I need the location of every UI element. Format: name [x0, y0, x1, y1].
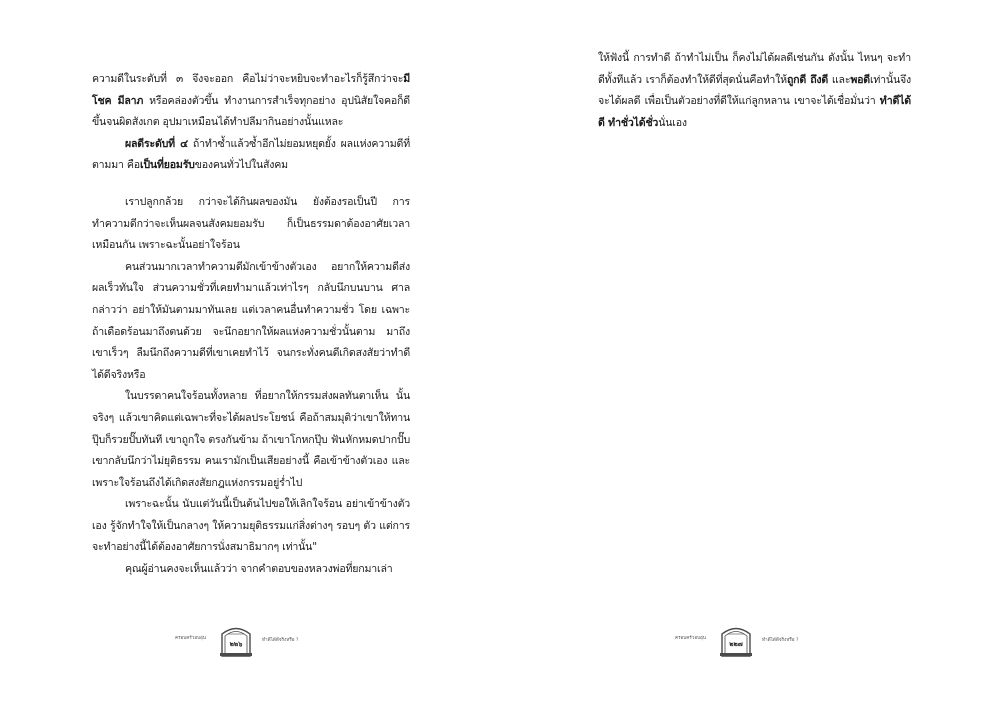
body-paragraph [92, 257, 410, 387]
text-run: เพราะฉะนั้น นับแต่วันนี้เป็นต้นไปขอให้เลิกใจร้อน อย่าเข้าข้างตัวเอง รู้จักทำใจให้เป็นกลางๆ ให้ความยุติธรรมแก่สิ่งต่างๆ รอบๆ ตัว แต่การจะทำอย่างนี้ได้ต้องอาศัยการนั่งสมาธิมากๆ เท่านั้น" [92, 498, 410, 554]
right-body-text [598, 48, 911, 134]
body-paragraph [92, 494, 410, 559]
text-run: ในบรรดาคนใจร้อนทั้งหลาย ที่อยากให้กรรมส่งผลทันตาเห็น นั้นจริงๆ แล้วเขาคิดแต่เฉพาะที่จะได้ผลประโยชน์ คือถ้าสมมุติว่าเขาให้ทานปุ๊บก็รวยปั๊บทันที เขาถูกใจ ตรงกันข้าม ถ้าเขาโกหกปุ๊บ ฟันหักหมดปากปั๊บ เขากลับนึกว่าไม่ยุติธรรม คนเรามักเป็นเสียอย่างนี้ คือเข้าข้างตัวเอง และเพราะใจร้อนถึงได้เกิดสงสัยกฎแห่งกรรมอยู่ร่ำไป [92, 390, 410, 489]
body-paragraph [92, 134, 410, 177]
footer-book-name: ครอบครัวอบอุ่น [675, 636, 706, 641]
bold-emphasis: เป็นที่ยอมรับ [139, 159, 195, 172]
bold-emphasis: พอดี [850, 73, 870, 86]
footer-chapter-name: ทำดีได้ดีจริงหรือ ? [262, 638, 299, 643]
bold-emphasis: ถูกดี ถึงดี [786, 73, 829, 86]
body-paragraph [92, 192, 410, 257]
footer-book-name: ครอบครัวอบอุ่น [175, 636, 206, 641]
page-number: ๒๒๗ [729, 640, 743, 648]
text-run: ให้ฟังนี้ การทำดี ถ้าทำไม่เป็น ก็คงไม่ได้ผลดีเช่นกัน ดังนั้น ไหนๆ จะทำดีทั้งทีแล้ว เราก็ต้องทำให้ดีที่สุดนั่นคือทำให้ [598, 52, 911, 86]
text-run: เท่านั้นจึงจะได้ผลดี เพื่อเป็นตัวอย่างที่ดีให้แก่ลูกหลาน เขาจะได้เชื่อมั่นว่า [598, 73, 911, 108]
text-run: คุณผู้อ่านคงจะเห็นแล้วว่า จากคำตอบของหลวงพ่อที่ยกมาเล่า [125, 563, 393, 576]
text-run: ความดีในระดับที่ ๓ จึงจะออก คือไม่ว่าจะหยิบจะทำอะไรก็รู้สึกว่าจะ [92, 73, 404, 85]
body-paragraph [92, 386, 410, 494]
text-run: และ [828, 73, 851, 86]
bold-emphasis: ทำดีได้ดี ทำชั่วได้ชั่ว [598, 95, 911, 129]
bold-emphasis: มีโชค มีลาภ [92, 73, 410, 107]
text-run: หรือคล่องตัวขึ้น ทำงานการสำเร็จทุกอย่าง อุปนิสัยใจคอก็ดีขึ้นจนผิดสังเกต อุปมาเหมือนได้ทำปลีมากินอย่างนั้นแหละ [92, 94, 410, 129]
left-body-text [92, 69, 410, 581]
right-page [500, 0, 1000, 707]
text-run: ถ้าทำซ้ำแล้วซ้ำอีกไม่ยอมหยุดยั้ง ผลแห่งความดีที่ตามมา คือ [92, 137, 410, 172]
page-number: ๒๒๖ [229, 640, 243, 648]
left-page-footer [158, 622, 348, 658]
text-run: นั่นเอง [658, 116, 687, 129]
body-paragraph [92, 559, 410, 581]
text-run: เราปลูกกล้วย กว่าจะได้กินผลของมัน ยังต้องรอเป็นปี การทำความดีกว่าจะเห็นผลจนสังคมยอมรับ ก็เป็นธรรมดาต้องอาศัยเวลาเหมือนกัน เพราะฉะนั้นอย่าใจร้อน [92, 195, 410, 252]
text-run: ของคนทั่วไปในสังคม [194, 159, 288, 172]
bold-emphasis: ผลดีระดับที่ ๔ [125, 137, 188, 150]
footer-chapter-name: ทำดีได้ดีจริงหรือ ? [762, 638, 799, 643]
body-paragraph [92, 69, 410, 134]
text-run: คนส่วนมากเวลาทำความดีมักเข้าข้างตัวเอง อยากให้ความดีส่งผลเร็วทันใจ ส่วนความชั่วที่เคยทำมาแล้วเท่าไรๆ กลับนึกบนบาน ศาลกล่าวว่า อย่าให้มันตามมาทันเลย แต่เวลาคนอื่นทำความชั่ว โดย เฉพาะถ้าเดือดร้อนมาถึงตนด้วย จะนึกอยากให้ผลแห่งความชั่วนั้นตาม มาถึงเขาเร็วๆ ลืมนึกถึงความดีที่เขาเคยทำไว้ จนกระทั่งคนดีเกิดสงสัยว่าทำดีได้ดีจริงหรือ [92, 260, 410, 381]
right-page-footer [658, 622, 848, 658]
body-paragraph [598, 48, 911, 134]
